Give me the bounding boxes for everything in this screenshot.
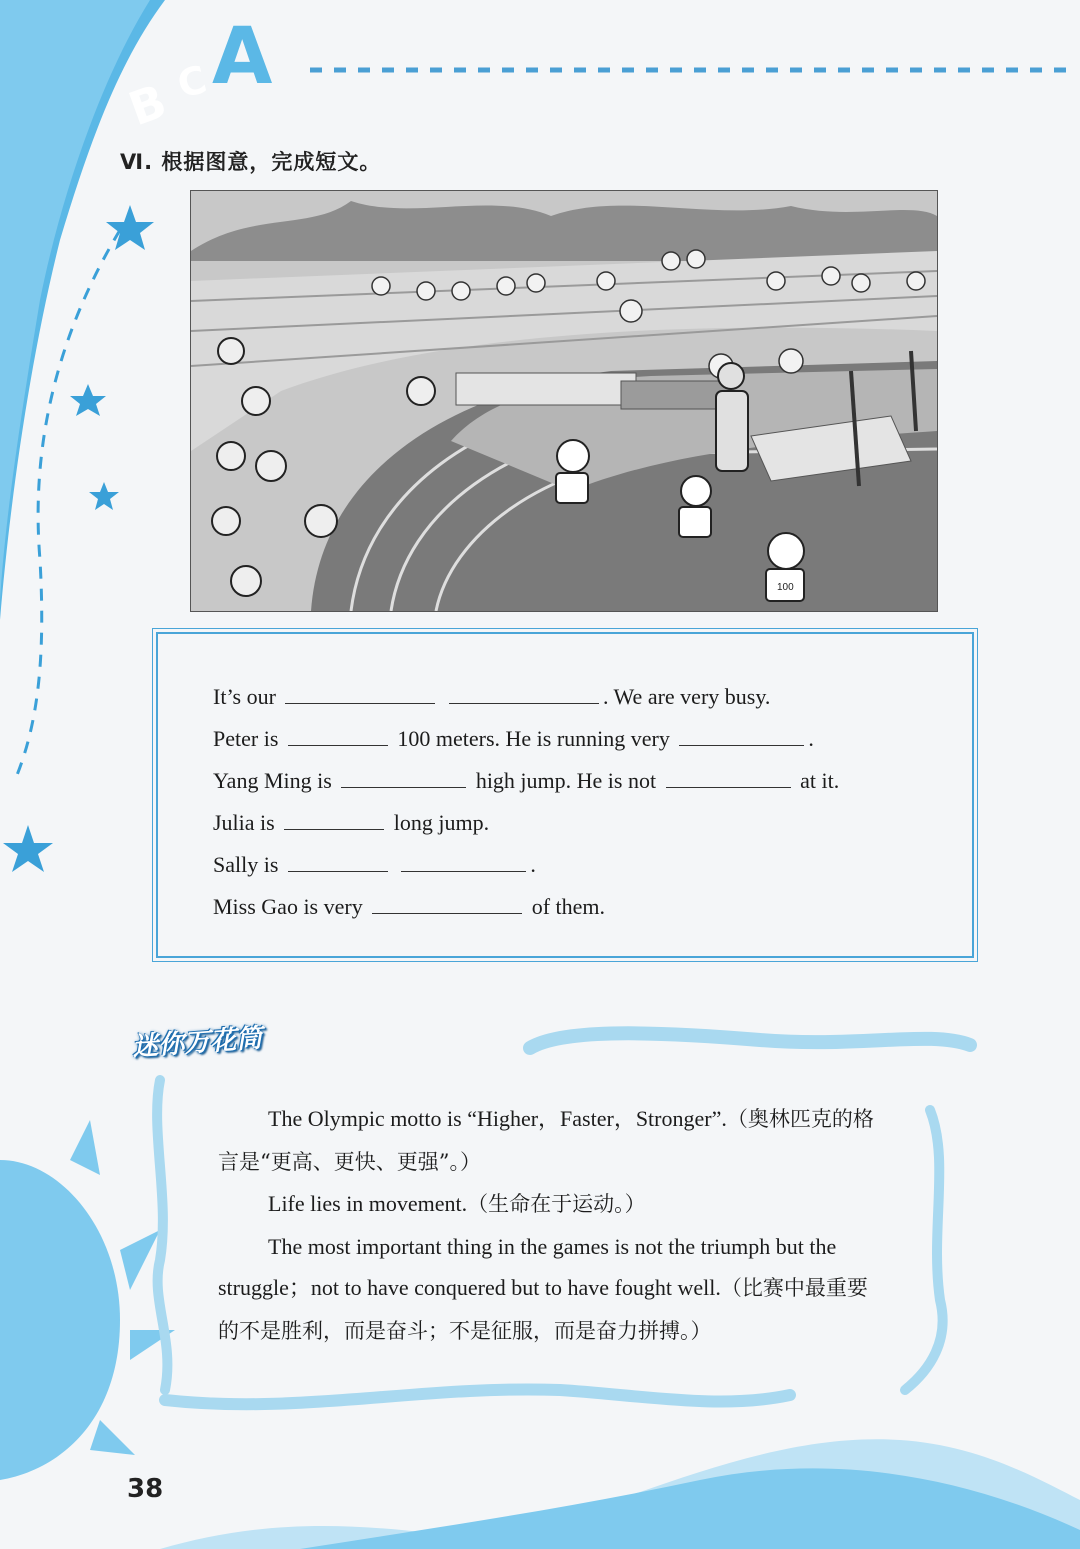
star-icon [70, 384, 106, 416]
page-number: 38 [127, 1474, 164, 1504]
english-text: Life lies in movement. [268, 1191, 468, 1216]
answer-blank[interactable] [285, 683, 435, 704]
sentence-text: Miss Gao is very [213, 894, 363, 919]
answer-blank[interactable] [449, 683, 599, 704]
sentence-4 [213, 808, 489, 838]
chinese-text: （奥林匹克的格言是“更高、更快、更强”。） [218, 1107, 874, 1174]
star-icon [3, 825, 53, 872]
sentence-text: Peter is [213, 726, 279, 751]
sentence-text: at it. [800, 768, 840, 793]
answer-blank[interactable] [284, 809, 384, 830]
english-text: The Olympic motto is “Higher，Faster，Stronger”. [268, 1106, 727, 1131]
mini-paragraph-1 [218, 1098, 888, 1183]
exercise-box [156, 632, 974, 958]
sentence-2 [213, 724, 814, 754]
star-icon [89, 482, 119, 510]
answer-blank[interactable] [679, 725, 804, 746]
sentence-text: high jump. He is not [475, 768, 657, 793]
answer-blank[interactable] [341, 767, 466, 788]
corner-letters [121, 12, 290, 137]
mini-paragraph-3 [218, 1226, 888, 1353]
sports-day-illustration [190, 190, 938, 612]
sentence-text: . [530, 852, 536, 877]
chinese-text: （比赛中最重要的不是胜利，而是奋斗；不是征服，而是奋力拼搏。） [218, 1276, 868, 1343]
answer-blank[interactable] [666, 767, 791, 788]
answer-blank[interactable] [401, 851, 526, 872]
answer-blank[interactable] [288, 725, 388, 746]
sentence-6 [213, 892, 605, 922]
sentence-5 [213, 850, 536, 880]
exercise-heading: Ⅵ. 根据图意，完成短文。 [120, 150, 382, 174]
corner-letter-b: B [121, 73, 174, 137]
sentence-text: long jump. [393, 810, 490, 835]
corner-letter-c: C [172, 57, 212, 107]
mini-kaleidoscope-title: 迷你万花筒 [131, 1023, 264, 1063]
sentence-text: Julia is [213, 810, 275, 835]
sentence-3 [213, 766, 839, 796]
sentence-text: Yang Ming is [213, 768, 332, 793]
english-text: The most important thing in the games is not the triumph but the struggle；not to have conquered but to have fought well. [218, 1233, 837, 1300]
sentence-text: . [808, 726, 814, 751]
sentence-text: It’s our [213, 684, 276, 709]
sentence-1 [213, 682, 770, 712]
ribbon-frame [530, 1033, 970, 1048]
corner-letter-a: A [212, 12, 273, 102]
sentence-text: Sally is [213, 852, 279, 877]
answer-blank[interactable] [372, 893, 522, 914]
mini-paragraph-2 [218, 1183, 888, 1226]
star-icon [106, 205, 154, 250]
sentence-text: of them. [531, 894, 606, 919]
mini-kaleidoscope-text [218, 1098, 888, 1352]
bib-number: 100 [777, 582, 794, 593]
answer-blank[interactable] [288, 851, 388, 872]
sentence-text: 100 meters. He is running very [397, 726, 670, 751]
sentence-text: . We are very busy. [602, 684, 771, 709]
chinese-text: （生命在于运动。） [467, 1192, 646, 1216]
